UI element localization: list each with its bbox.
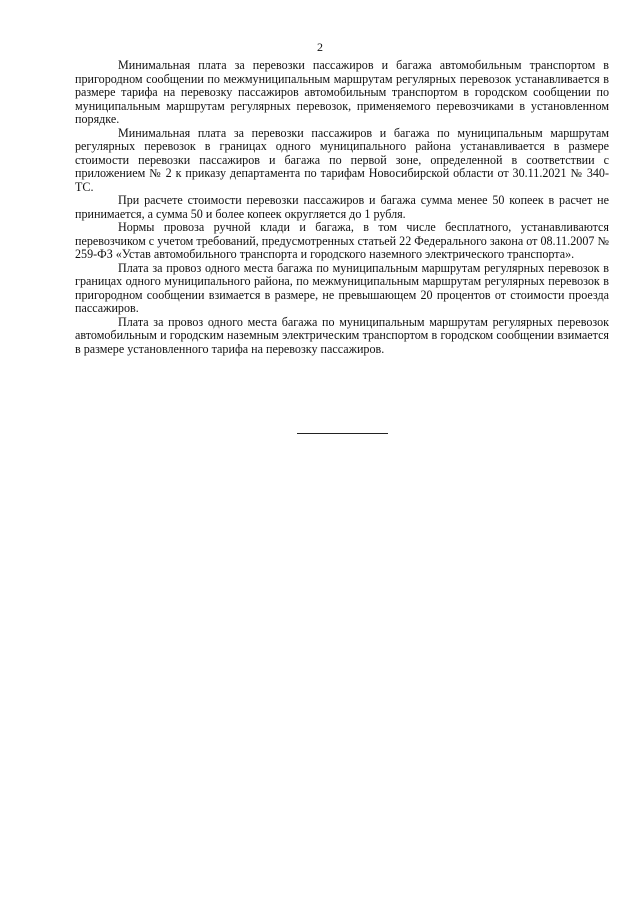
paragraph-1: Минимальная плата за перевозки пассажиров и багажа автомобильным транспортом в пригородном сообщении по межмуниципальным маршрутам регулярных перевозок устанавливается в размере тарифа на перевозку пассажиров автомобильным транспортом в городском сообщении по муниципальным маршрутам регулярных перевозок, применяемого перевозчиками в установленном порядке.	[75, 58, 609, 126]
paragraph-2: Минимальная плата за перевозки пассажиров и багажа по муниципальным маршрутам регулярных перевозок в границах одного муниципального района устанавливается в размере стоимости перевозки пассажиров и багажа по первой зоне, определенной в соответствии с приложением № 2 к приказу департамента по тарифам Новосибирской области от 30.11.2021 № 340-ТС.	[75, 125, 609, 194]
paragraph-5: Плата за провоз одного места багажа по муниципальным маршрутам регулярных перевозок в границах одного муниципального района, по межмуниципальным маршрутам регулярных перевозок в пригородном сообщении взимается в размере, не превышающем 20 процентов от стоимости проезда пассажиров.	[75, 260, 609, 315]
paragraph-6: Плата за провоз одного места багажа по муниципальным маршрутам регулярных перевозок автомобильным и городским наземным электрическим транспортом в городском сообщении взимается в размере установленного тарифа на перевозку пассажиров.	[75, 314, 609, 356]
page-number: 2	[317, 40, 323, 54]
document-body	[75, 59, 609, 356]
paragraph-4: Нормы провоза ручной клади и багажа, в том числе бесплатного, устанавливаются перевозчиком с учетом требований, предусмотренных статьей 22 Федерального закона от 08.11.2007 № 259-ФЗ «Устав автомобильного транспорта и городского наземного электрического транспорта».	[75, 220, 609, 261]
end-separator-line	[297, 433, 388, 434]
paragraph-3: При расчете стоимости перевозки пассажиров и багажа сумма менее 50 копеек в расчет не принимается, а сумма 50 и более копеек округляется до 1 рубля.	[75, 193, 609, 221]
